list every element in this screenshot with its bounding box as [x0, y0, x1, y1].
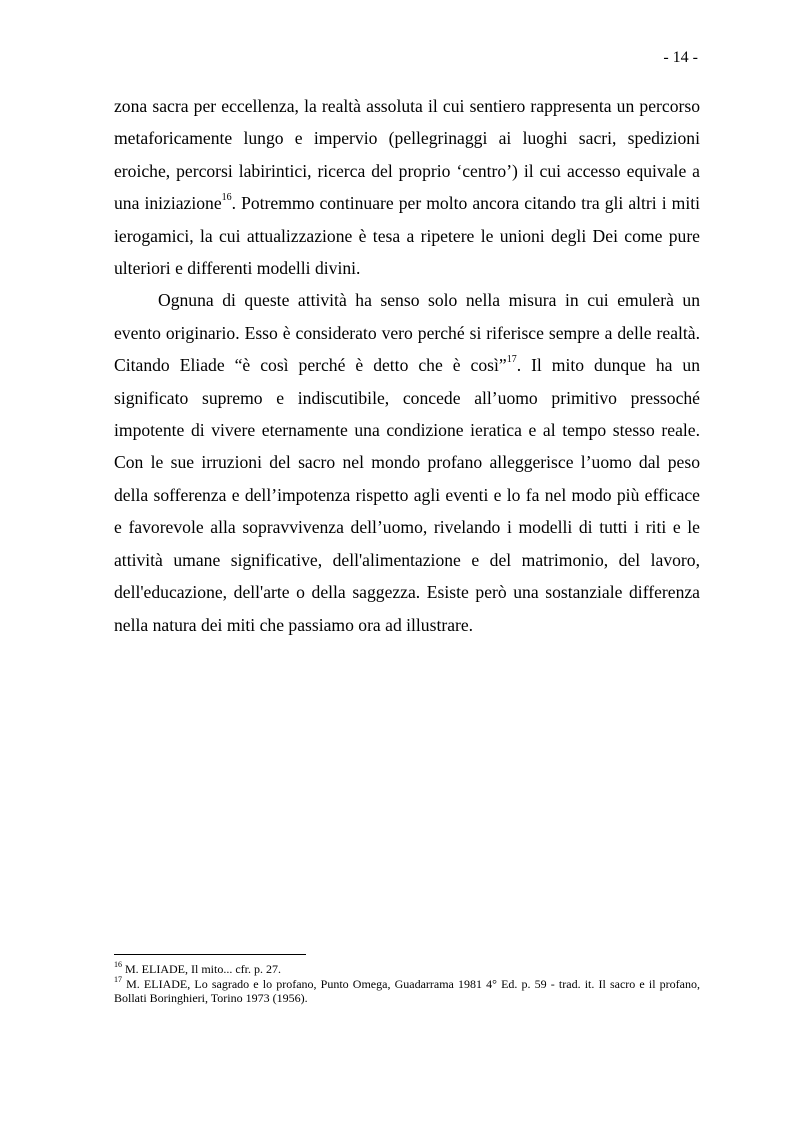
- footnote: [114, 974, 700, 1006]
- footnote-text: M. ELIADE, Lo sagrado e lo profano, Punto Omega, Guadarrama 1981 4° Ed. p. 59 - trad. it. Il sacro e il profano, Bollati Boringhieri, Torino 1973 (1956).: [114, 976, 700, 1006]
- footnote-ref: 17: [506, 354, 517, 366]
- footnote-marker: 17: [114, 974, 122, 984]
- page-number: - 14 -: [663, 49, 698, 66]
- footnote-ref: 16: [221, 192, 232, 204]
- footnote-marker: 16: [114, 960, 122, 969]
- paragraph-text: . Il mito dunque ha un significato supremo e indiscutibile, concede all’uomo primitivo pressoché impotente di vivere eternamente una condizione ieratica e al tempo stesso reale. Con le sue irruzioni del sacro nel mondo profano alleggerisce l’uomo dal peso della sofferenza e dell’impotenza rispetto agli eventi e lo fa nel modo più efficace e favorevole alla sopravvivenza dell’uomo, rivelando i modelli di tutti i riti e le attività umane significative, dell'alimentazione e del matrimonio, del lavoro, dell'educazione, dell'arte o della saggezza. Esiste però una sostanziale differenza nella natura dei miti che passiamo ora ad illustrare.: [114, 355, 700, 635]
- footnote-text: M. ELIADE, Il mito... cfr. p. 27.: [122, 962, 281, 976]
- footnotes: [114, 962, 700, 1006]
- paragraph: [114, 284, 700, 640]
- paragraph-text: . Potremmo continuare per molto ancora citando tra gli altri i miti ierogamici, la cui attualizzazione è tesa a ripetere le unioni degli Dei come pure ulteriori e differenti modelli divini.: [114, 193, 701, 279]
- paragraph-text: Ognuna di queste attività ha senso solo nella misura in cui emulerà un evento originario. Esso è considerato vero perché si riferisce sempre a delle realtà. Citando Eliade “è così perché è detto che è così”: [114, 290, 700, 376]
- paragraph: [114, 90, 700, 284]
- footnote-separator: [114, 954, 306, 955]
- body-text: [114, 90, 700, 641]
- paragraph-text: zona sacra per eccellenza, la realtà assoluta il cui sentiero rappresenta un percorso metaforicamente lungo e impervio (pellegrinaggi ai luoghi sacri, spedizioni eroiche, percorsi labirintici, ricerca del proprio ‘centro’) il cui accesso equivale a una iniziazione: [114, 96, 700, 214]
- footnote: [114, 962, 700, 977]
